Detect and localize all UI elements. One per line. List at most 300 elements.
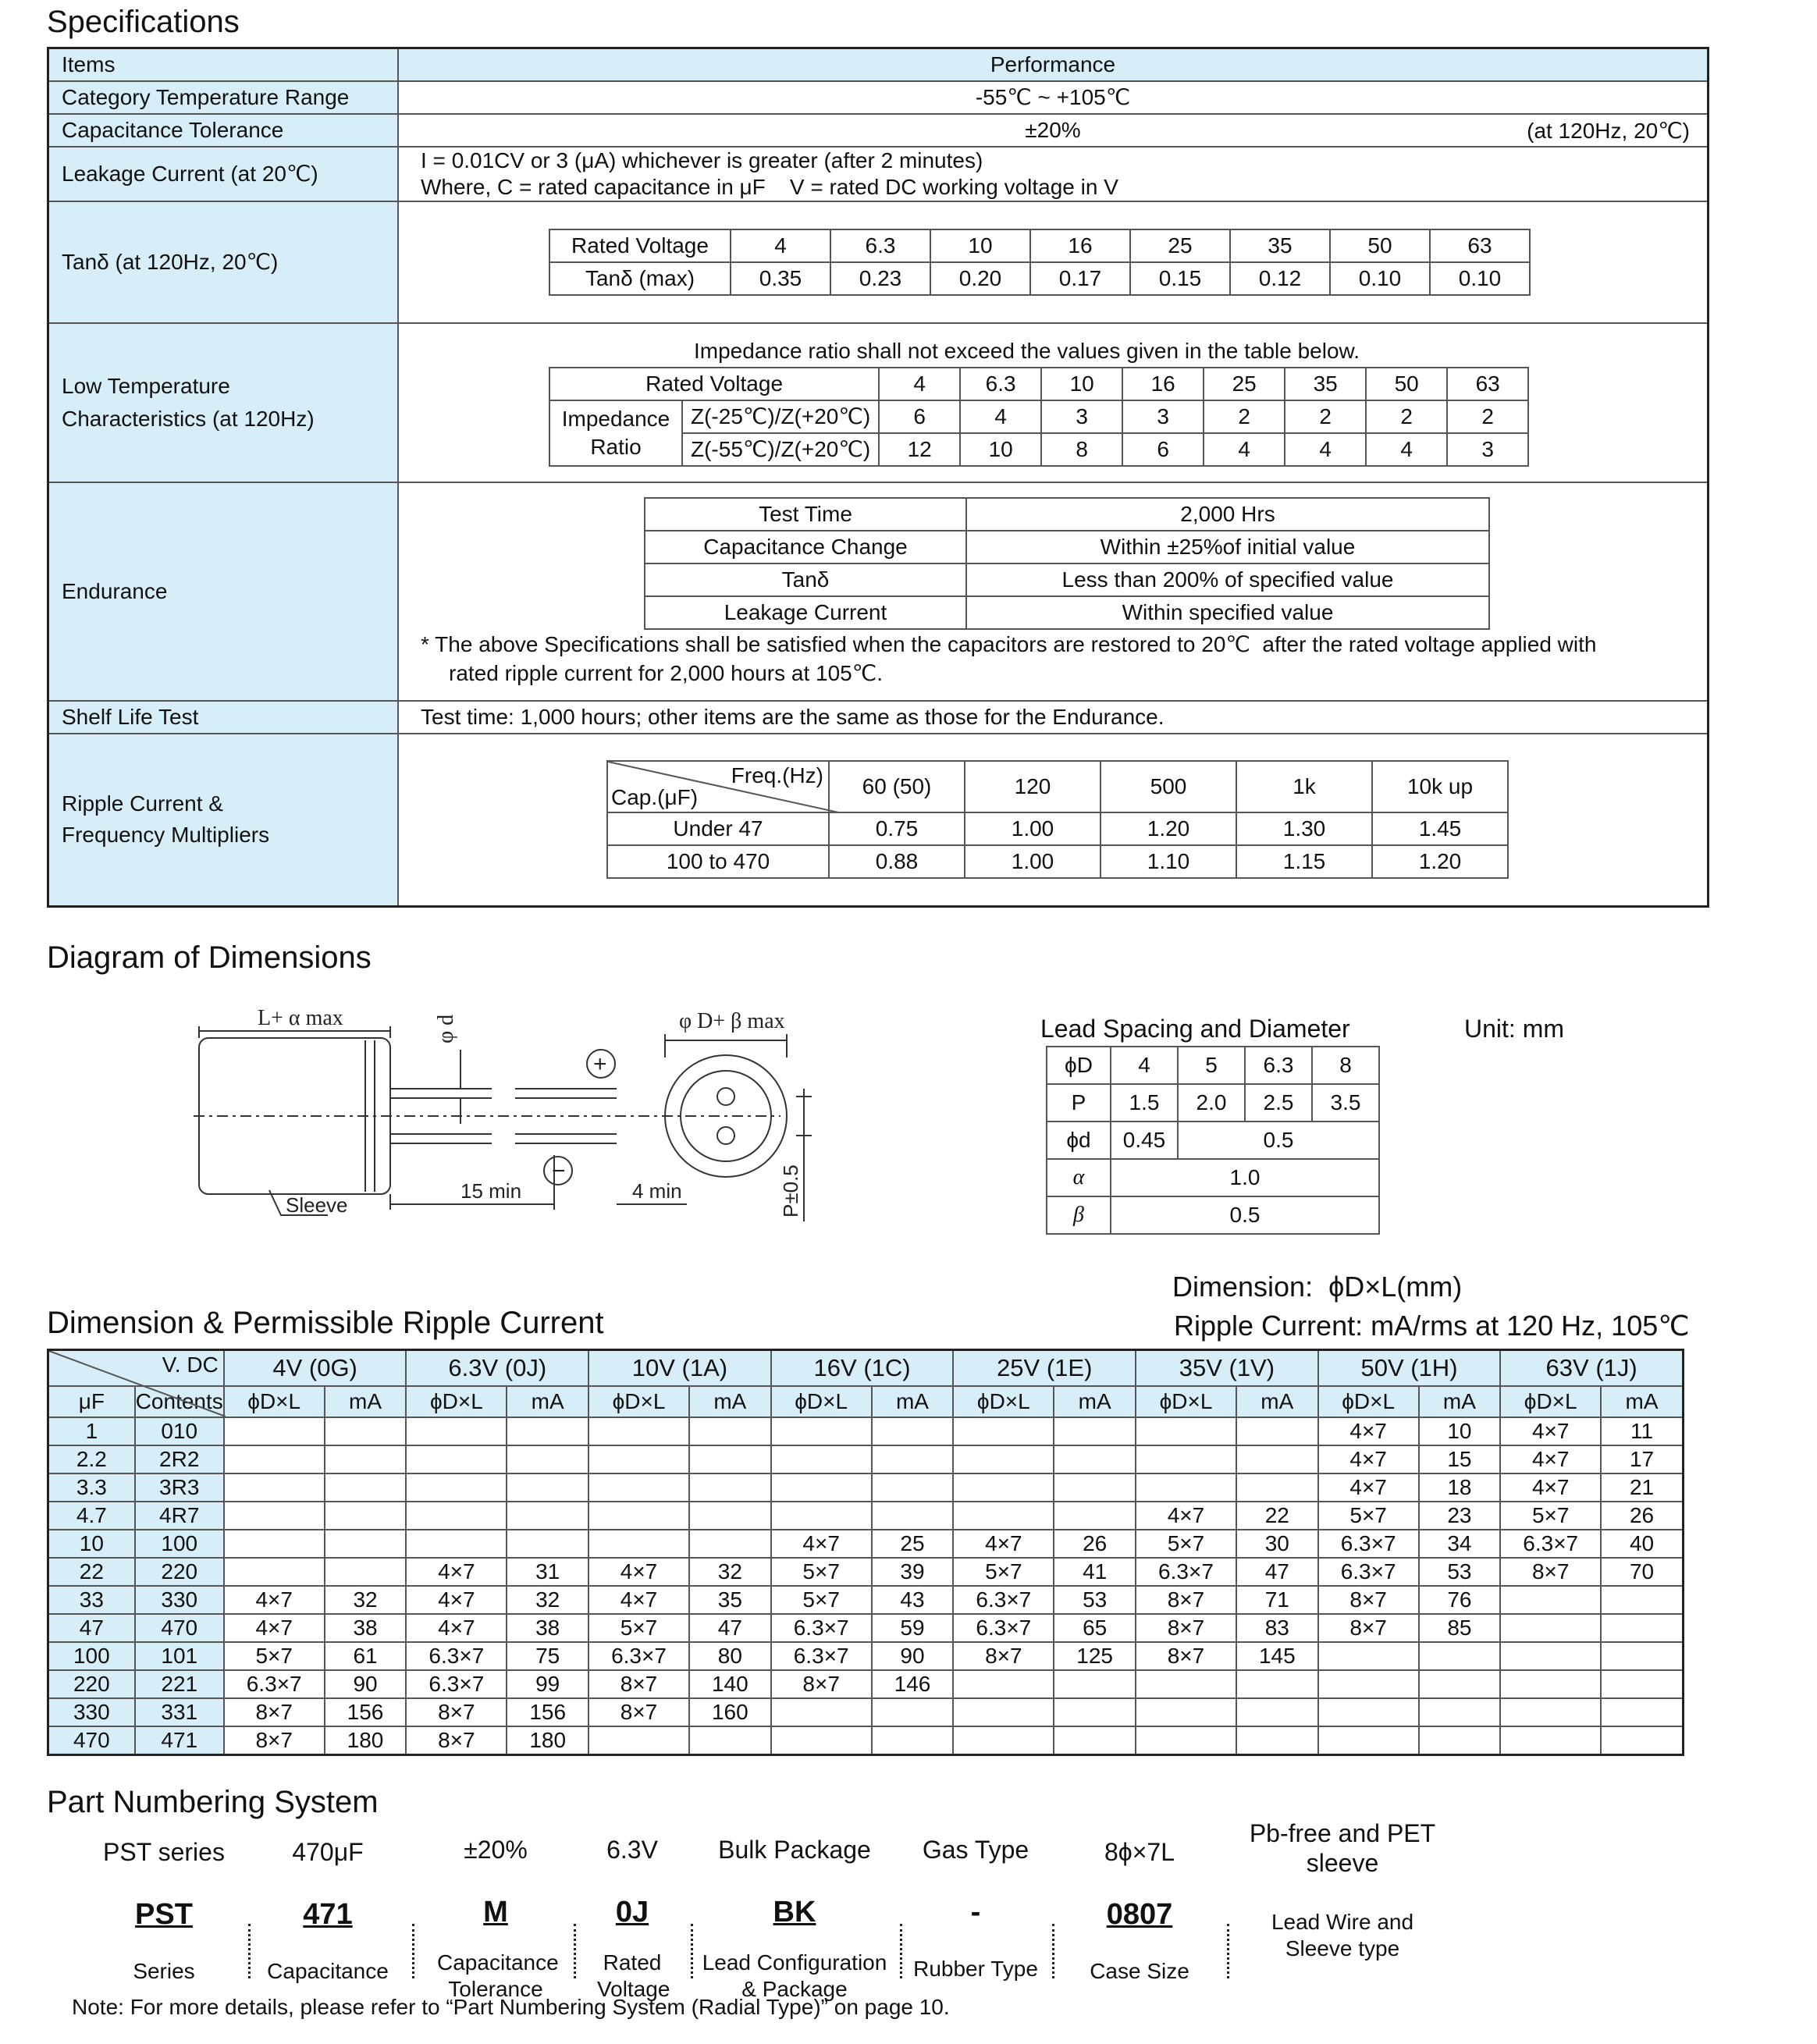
uf-cell: 100 bbox=[48, 1642, 135, 1670]
leakage-line1: I = 0.01CV or 3 (μA) whichever is greater (after 2 minutes) bbox=[421, 148, 983, 172]
dimension-cell: 8×7 bbox=[588, 1698, 689, 1726]
endurance-value: Within ±25%of initial value bbox=[966, 531, 1489, 563]
tan-voltage: 10 bbox=[930, 229, 1030, 262]
tan-voltage: 63 bbox=[1430, 229, 1530, 262]
dimension-cell: 6.3×7 bbox=[1500, 1530, 1601, 1558]
tan-voltage: 35 bbox=[1230, 229, 1330, 262]
ripple-mult: 1.45 bbox=[1372, 812, 1508, 845]
ripple-ma-cell: 140 bbox=[689, 1670, 771, 1698]
dl-header: ϕD×L bbox=[588, 1386, 689, 1417]
dimension-cell: 8×7 bbox=[1318, 1614, 1419, 1642]
dimension-cell: 4×7 bbox=[1318, 1473, 1419, 1502]
ripple-mult: 1.00 bbox=[965, 845, 1101, 878]
ripple-ma-cell: 40 bbox=[1601, 1530, 1683, 1558]
pn-series bbox=[86, 1838, 242, 1985]
tan-value: 0.10 bbox=[1330, 262, 1430, 295]
tan-voltage: 6.3 bbox=[830, 229, 930, 262]
dimension-cell bbox=[224, 1502, 325, 1530]
dimension-cell: 6.3×7 bbox=[953, 1586, 1054, 1614]
pn-case-code: 0807 bbox=[1106, 1898, 1173, 1931]
ripple-ma-cell: 90 bbox=[872, 1642, 954, 1670]
cap-tolerance-cell bbox=[398, 114, 1709, 147]
lead-d-value: 8 bbox=[1312, 1047, 1379, 1084]
ripple-ma-cell bbox=[689, 1530, 771, 1558]
uf-header: μF bbox=[48, 1386, 135, 1417]
ripple-mult: 1.00 bbox=[965, 812, 1101, 845]
z25-value: 2 bbox=[1204, 400, 1285, 433]
low-temp-cell bbox=[398, 323, 1709, 482]
ripple-ma-cell bbox=[689, 1726, 771, 1755]
dimension-cell bbox=[771, 1726, 872, 1755]
dimension-cell: 8×7 bbox=[1136, 1642, 1236, 1670]
lead-spacing-title: Lead Spacing and Diameter bbox=[1040, 1015, 1350, 1043]
ripple-ma-cell bbox=[1419, 1670, 1501, 1698]
tan-voltage: 50 bbox=[1330, 229, 1430, 262]
impedance-ratio-label2: Ratio bbox=[590, 434, 642, 459]
pn-separator bbox=[691, 1924, 693, 1978]
dimension-ripple-table bbox=[47, 1349, 1684, 1756]
d-beta-max-label: φ D+ β max bbox=[679, 1009, 785, 1033]
uf-cell: 1 bbox=[48, 1417, 135, 1445]
dimension-cell bbox=[1136, 1698, 1236, 1726]
dimension-cell: 5×7 bbox=[953, 1558, 1054, 1586]
dimension-cell: 4×7 bbox=[1500, 1417, 1601, 1445]
tan-value: 0.17 bbox=[1030, 262, 1130, 295]
dl-header: ϕD×L bbox=[1136, 1386, 1236, 1417]
leakage-label: Leakage Current (at 20℃) bbox=[48, 147, 399, 201]
ripple-ma-cell bbox=[1419, 1726, 1501, 1755]
ripple-mult: 1.30 bbox=[1236, 812, 1372, 845]
ripple-ma-cell bbox=[507, 1473, 588, 1502]
contents-code-cell: 100 bbox=[135, 1530, 224, 1558]
dimension-diagram bbox=[180, 1003, 866, 1237]
voltage-header: 4V (0G) bbox=[224, 1350, 407, 1387]
ripple-ma-cell bbox=[325, 1502, 407, 1530]
ripple-ma-cell: 65 bbox=[1054, 1614, 1136, 1642]
ripple-ma-cell bbox=[1236, 1473, 1318, 1502]
lt-voltage: 6.3 bbox=[960, 368, 1041, 400]
z25-label: Z(-25℃)/Z(+20℃) bbox=[682, 400, 879, 433]
dimension-cell: 5×7 bbox=[1136, 1530, 1236, 1558]
diagram-title: Diagram of Dimensions bbox=[47, 940, 372, 975]
pn-rub-top: Gas Type bbox=[922, 1836, 1029, 1864]
pn-lead-top: Pb-free and PET sleeve bbox=[1249, 1819, 1436, 1877]
ripple-ma-cell: 85 bbox=[1419, 1614, 1501, 1642]
dimension-cell: 4×7 bbox=[1318, 1445, 1419, 1473]
ripple-table-title: Dimension & Permissible Ripple Current bbox=[47, 1306, 604, 1340]
ripple-ma-cell bbox=[507, 1417, 588, 1445]
uf-cell: 3.3 bbox=[48, 1473, 135, 1502]
ripple-ma-cell: 156 bbox=[507, 1698, 588, 1726]
ripple-ma-cell bbox=[325, 1558, 407, 1586]
ripple-ma-cell: 47 bbox=[1236, 1558, 1318, 1586]
dimension-cell: 8×7 bbox=[1500, 1558, 1601, 1586]
ripple-ma-cell: 80 bbox=[689, 1642, 771, 1670]
vdc-corner bbox=[48, 1350, 224, 1387]
dimension-cell: 6.3×7 bbox=[1318, 1530, 1419, 1558]
dimension-cell: 5×7 bbox=[588, 1614, 689, 1642]
ripple-cell bbox=[398, 734, 1709, 907]
lt-voltage: 63 bbox=[1447, 368, 1528, 400]
pn-separator bbox=[1052, 1924, 1054, 1978]
ripple-label1: Ripple Current & bbox=[62, 791, 223, 816]
cap-tolerance-label: Capacitance Tolerance bbox=[48, 114, 399, 147]
dimension-cell bbox=[406, 1473, 507, 1502]
dimension-cell: 6.3×7 bbox=[406, 1642, 507, 1670]
voltage-header: 10V (1A) bbox=[588, 1350, 771, 1387]
ma-header: mA bbox=[507, 1386, 588, 1417]
lead-d-value: 6.3 bbox=[1245, 1047, 1312, 1084]
dimension-cell: 8×7 bbox=[406, 1726, 507, 1755]
lt-voltage: 50 bbox=[1366, 368, 1447, 400]
dimension-cell: 8×7 bbox=[224, 1726, 325, 1755]
dimension-cell: 6.3×7 bbox=[953, 1614, 1054, 1642]
table-row bbox=[48, 1642, 1684, 1670]
ripple-ma-cell bbox=[1236, 1670, 1318, 1698]
tan-voltage: 16 bbox=[1030, 229, 1130, 262]
contents-code-cell: 3R3 bbox=[135, 1473, 224, 1502]
dimension-cell: 4×7 bbox=[588, 1586, 689, 1614]
lead-beta-value: 0.5 bbox=[1111, 1196, 1379, 1234]
lead-p-value: 2.5 bbox=[1245, 1084, 1312, 1122]
dimension-cell bbox=[1318, 1726, 1419, 1755]
lt-voltage: 25 bbox=[1204, 368, 1285, 400]
ma-header: mA bbox=[1236, 1386, 1318, 1417]
ripple-ma-cell: 180 bbox=[325, 1726, 407, 1755]
ripple-ma-cell bbox=[1601, 1614, 1683, 1642]
minus-label: − bbox=[552, 1158, 566, 1184]
pn-rub-bottom: Rubber Type bbox=[913, 1957, 1038, 1981]
freq-value: 10k up bbox=[1372, 761, 1508, 812]
dimension-cell bbox=[953, 1417, 1054, 1445]
ma-header: mA bbox=[1054, 1386, 1136, 1417]
ma-header: mA bbox=[1601, 1386, 1683, 1417]
dimension-cell: 4×7 bbox=[1500, 1473, 1601, 1502]
dimension-cell bbox=[1318, 1698, 1419, 1726]
dimension-cell: 4×7 bbox=[1136, 1502, 1236, 1530]
unit-label: Unit: mm bbox=[1464, 1015, 1564, 1043]
ripple-ma-cell bbox=[1236, 1698, 1318, 1726]
dimension-cell: 6.3×7 bbox=[406, 1670, 507, 1698]
dimension-cell: 4×7 bbox=[588, 1558, 689, 1586]
dimension-cell bbox=[224, 1445, 325, 1473]
dimension-cell bbox=[953, 1502, 1054, 1530]
dimension-cell: 4×7 bbox=[224, 1586, 325, 1614]
ripple-ma-cell: 70 bbox=[1601, 1558, 1683, 1586]
lt-voltage: 10 bbox=[1041, 368, 1122, 400]
ripple-mult: 1.20 bbox=[1101, 812, 1236, 845]
lead-p-value: 1.5 bbox=[1111, 1084, 1178, 1122]
pn-pkg-code: BK bbox=[773, 1896, 816, 1928]
dimension-cell: 6.3×7 bbox=[588, 1642, 689, 1670]
ripple-ma-cell: 35 bbox=[689, 1586, 771, 1614]
dimension-cell: 8×7 bbox=[1318, 1586, 1419, 1614]
ripple-ma-cell: 39 bbox=[872, 1558, 954, 1586]
ripple-ma-cell: 22 bbox=[1236, 1502, 1318, 1530]
contents-code-cell: 221 bbox=[135, 1670, 224, 1698]
endurance-value: Less than 200% of specified value bbox=[966, 563, 1489, 596]
ripple-multiplier-table bbox=[606, 760, 1509, 879]
dimension-cell bbox=[771, 1445, 872, 1473]
ripple-mult: 0.88 bbox=[829, 845, 965, 878]
pn-separator bbox=[574, 1924, 576, 1978]
dl-header: ϕD×L bbox=[953, 1386, 1054, 1417]
ripple-ma-cell: 11 bbox=[1601, 1417, 1683, 1445]
pn-case-top: 8ϕ×7L bbox=[1104, 1838, 1175, 1866]
lead-spacing-table bbox=[1046, 1046, 1380, 1235]
ripple-ma-cell: 32 bbox=[507, 1586, 588, 1614]
ripple-note: Ripple Current: mA/rms at 120 Hz, 105℃ bbox=[1174, 1310, 1690, 1342]
ripple-ma-cell bbox=[507, 1530, 588, 1558]
dimension-cell: 6.3×7 bbox=[1136, 1558, 1236, 1586]
z55-value: 4 bbox=[1285, 433, 1366, 466]
ripple-ma-cell bbox=[1054, 1502, 1136, 1530]
low-temp-label1: Low Temperature bbox=[62, 373, 230, 398]
dimension-cell bbox=[224, 1530, 325, 1558]
contents-code-cell: 4R7 bbox=[135, 1502, 224, 1530]
contents-code-cell: 331 bbox=[135, 1698, 224, 1726]
dimension-cell bbox=[224, 1473, 325, 1502]
dimension-cell bbox=[588, 1502, 689, 1530]
endurance-note2: rated ripple current for 2,000 hours at 105℃. bbox=[449, 660, 883, 685]
ripple-ma-cell bbox=[872, 1417, 954, 1445]
pn-cap-bottom: Capacitance bbox=[267, 1959, 389, 1983]
ripple-ma-cell: 21 bbox=[1601, 1473, 1683, 1502]
tan-value: 0.15 bbox=[1130, 262, 1230, 295]
dimension-cell bbox=[1500, 1726, 1601, 1755]
ripple-ma-cell bbox=[1054, 1473, 1136, 1502]
dimension-cell bbox=[1136, 1726, 1236, 1755]
voltage-header: 50V (1H) bbox=[1318, 1350, 1501, 1387]
dimension-cell bbox=[588, 1530, 689, 1558]
ripple-ma-cell: 71 bbox=[1236, 1586, 1318, 1614]
dimension-cell bbox=[588, 1445, 689, 1473]
ripple-ma-cell: 53 bbox=[1419, 1558, 1501, 1586]
ripple-cap: 100 to 470 bbox=[607, 845, 829, 878]
ripple-ma-cell: 90 bbox=[325, 1670, 407, 1698]
four-min-label: 4 min bbox=[632, 1179, 682, 1203]
dimension-cell: 4×7 bbox=[1318, 1417, 1419, 1445]
uf-cell: 10 bbox=[48, 1530, 135, 1558]
temp-range-label: Category Temperature Range bbox=[48, 81, 399, 114]
ripple-ma-cell: 26 bbox=[1054, 1530, 1136, 1558]
ripple-ma-cell bbox=[872, 1698, 954, 1726]
ripple-ma-cell bbox=[1419, 1642, 1501, 1670]
endurance-key: Test Time bbox=[645, 498, 966, 531]
pn-volt-bottom: Rated Voltage bbox=[597, 1950, 670, 2001]
ripple-ma-cell: 53 bbox=[1054, 1586, 1136, 1614]
endurance-table bbox=[644, 497, 1490, 630]
ripple-ma-cell: 30 bbox=[1236, 1530, 1318, 1558]
ripple-mult: 1.10 bbox=[1101, 845, 1236, 878]
dimension-cell bbox=[953, 1726, 1054, 1755]
shelf-life-label: Shelf Life Test bbox=[48, 701, 399, 734]
ripple-ma-cell bbox=[689, 1417, 771, 1445]
dimension-cell: 8×7 bbox=[1136, 1586, 1236, 1614]
contents-code-cell: 330 bbox=[135, 1586, 224, 1614]
dimension-cell bbox=[1136, 1670, 1236, 1698]
ripple-ma-cell bbox=[507, 1502, 588, 1530]
ripple-ma-cell bbox=[1054, 1726, 1136, 1755]
ripple-ma-cell: 38 bbox=[325, 1614, 407, 1642]
dimension-ripple-body bbox=[48, 1417, 1684, 1755]
dimension-cell: 8×7 bbox=[1136, 1614, 1236, 1642]
low-temp-label2: Characteristics (at 120Hz) bbox=[62, 406, 315, 431]
z55-value: 6 bbox=[1122, 433, 1204, 466]
ripple-ma-cell bbox=[1419, 1698, 1501, 1726]
pn-pkg-bottom: Lead Configuration & Package bbox=[702, 1950, 887, 2001]
phi-d-label: φ d bbox=[434, 1014, 458, 1043]
lead-alpha-label: α bbox=[1047, 1159, 1111, 1196]
ripple-ma-cell: 34 bbox=[1419, 1530, 1501, 1558]
dimension-cell: 8×7 bbox=[224, 1698, 325, 1726]
performance-header: Performance bbox=[398, 48, 1709, 81]
freq-label: Freq.(Hz) bbox=[731, 763, 823, 788]
contents-code-cell: 010 bbox=[135, 1417, 224, 1445]
uf-cell: 220 bbox=[48, 1670, 135, 1698]
ma-header: mA bbox=[872, 1386, 954, 1417]
pn-tol-top: ±20% bbox=[464, 1836, 528, 1864]
ripple-ma-cell: 15 bbox=[1419, 1445, 1501, 1473]
lt-voltage: 35 bbox=[1285, 368, 1366, 400]
dimension-cell bbox=[1136, 1473, 1236, 1502]
dimension-cell bbox=[953, 1445, 1054, 1473]
tan-value: 0.35 bbox=[731, 262, 830, 295]
dimension-cell: 4×7 bbox=[406, 1558, 507, 1586]
lead-d-label: ϕD bbox=[1047, 1047, 1111, 1084]
ripple-ma-cell bbox=[872, 1473, 954, 1502]
dimension-cell bbox=[771, 1417, 872, 1445]
tan-head-label: Rated Voltage bbox=[549, 229, 731, 262]
contents-code-cell: 470 bbox=[135, 1614, 224, 1642]
endurance-key: Tanδ bbox=[645, 563, 966, 596]
endurance-value: Within specified value bbox=[966, 596, 1489, 629]
table-row bbox=[48, 1726, 1684, 1755]
ripple-ma-cell bbox=[1601, 1586, 1683, 1614]
low-temp-label-cell bbox=[48, 323, 399, 482]
pn-series-code: PST bbox=[135, 1898, 193, 1931]
pn-separator bbox=[1227, 1924, 1229, 1978]
z25-value: 2 bbox=[1447, 400, 1528, 433]
ripple-ma-cell: 41 bbox=[1054, 1558, 1136, 1586]
z25-value: 3 bbox=[1041, 400, 1122, 433]
tan-value: 0.12 bbox=[1230, 262, 1330, 295]
z55-value: 3 bbox=[1447, 433, 1528, 466]
dimension-cell: 6.3×7 bbox=[1318, 1558, 1419, 1586]
temp-range-value: -55℃ ~ +105℃ bbox=[398, 81, 1709, 114]
cap-label: Cap.(μF) bbox=[611, 785, 699, 810]
pn-cap-code: 471 bbox=[303, 1898, 353, 1931]
uf-cell: 22 bbox=[48, 1558, 135, 1586]
ripple-ma-cell: 99 bbox=[507, 1670, 588, 1698]
pn-rubber bbox=[905, 1836, 1046, 1982]
p-tolerance-label: P±0.5 bbox=[779, 1164, 802, 1218]
pn-package bbox=[693, 1836, 896, 2003]
ripple-ma-cell bbox=[1054, 1670, 1136, 1698]
dimension-cell bbox=[588, 1726, 689, 1755]
ripple-ma-cell: 160 bbox=[689, 1698, 771, 1726]
table-row bbox=[48, 1473, 1684, 1502]
dimension-cell bbox=[1136, 1417, 1236, 1445]
ripple-ma-cell: 156 bbox=[325, 1698, 407, 1726]
ma-header: mA bbox=[325, 1386, 407, 1417]
z25-value: 3 bbox=[1122, 400, 1204, 433]
ripple-label-cell bbox=[48, 734, 399, 907]
lead-p-value: 3.5 bbox=[1312, 1084, 1379, 1122]
dimension-cell bbox=[588, 1473, 689, 1502]
dimension-cell bbox=[1500, 1642, 1601, 1670]
ripple-ma-cell bbox=[872, 1502, 954, 1530]
z55-value: 4 bbox=[1366, 433, 1447, 466]
dimension-cell bbox=[1500, 1698, 1601, 1726]
tan-row-label: Tanδ (max) bbox=[549, 262, 731, 295]
ripple-ma-cell: 23 bbox=[1419, 1502, 1501, 1530]
ripple-ma-cell: 146 bbox=[872, 1670, 954, 1698]
cap-tolerance-value: ±20% bbox=[1025, 117, 1081, 142]
voltage-header: 6.3V (0J) bbox=[406, 1350, 588, 1387]
pn-lead-bottom: Lead Wire and Sleeve type bbox=[1271, 1910, 1414, 1960]
dl-header: ϕD×L bbox=[1318, 1386, 1419, 1417]
l-alpha-max-label: L+ α max bbox=[258, 1006, 343, 1030]
pn-rub-code: - bbox=[970, 1896, 981, 1928]
z25-value: 4 bbox=[960, 400, 1041, 433]
ripple-ma-cell bbox=[689, 1502, 771, 1530]
specifications-title: Specifications bbox=[47, 5, 240, 39]
ripple-ma-cell: 47 bbox=[689, 1614, 771, 1642]
tan-cell bbox=[398, 201, 1709, 323]
lt-voltage: 4 bbox=[879, 368, 960, 400]
dimension-cell: 6.3×7 bbox=[771, 1614, 872, 1642]
low-temp-table bbox=[549, 367, 1529, 467]
ripple-ma-cell: 145 bbox=[1236, 1642, 1318, 1670]
dimension-cell: 5×7 bbox=[1318, 1502, 1419, 1530]
ripple-mult: 0.75 bbox=[829, 812, 965, 845]
ripple-ma-cell bbox=[1601, 1670, 1683, 1698]
ripple-ma-cell bbox=[1054, 1698, 1136, 1726]
freq-cap-header bbox=[607, 761, 829, 812]
contents-code-cell: 101 bbox=[135, 1642, 224, 1670]
lt-voltage: 16 bbox=[1122, 368, 1204, 400]
pn-voltage bbox=[578, 1836, 687, 2003]
ripple-ma-cell bbox=[1236, 1726, 1318, 1755]
uf-cell: 470 bbox=[48, 1726, 135, 1755]
dl-header: ϕD×L bbox=[224, 1386, 325, 1417]
freq-value: 500 bbox=[1101, 761, 1236, 812]
leakage-line2: Where, C = rated capacitance in μF V = rated DC working voltage in V bbox=[421, 174, 1118, 199]
dimension-cell: 4×7 bbox=[224, 1614, 325, 1642]
ripple-ma-cell: 18 bbox=[1419, 1473, 1501, 1502]
leakage-cell bbox=[398, 147, 1709, 201]
ripple-ma-cell bbox=[1601, 1726, 1683, 1755]
contents-header: Contents bbox=[135, 1386, 224, 1417]
contents-code-cell: 2R2 bbox=[135, 1445, 224, 1473]
pn-volt-code: 0J bbox=[615, 1896, 649, 1928]
ripple-ma-cell: 26 bbox=[1601, 1502, 1683, 1530]
table-row bbox=[48, 1670, 1684, 1698]
dimension-cell bbox=[953, 1473, 1054, 1502]
ripple-ma-cell bbox=[872, 1445, 954, 1473]
ripple-ma-cell: 43 bbox=[872, 1586, 954, 1614]
impedance-ratio-label bbox=[549, 400, 682, 466]
dimension-cell bbox=[406, 1502, 507, 1530]
dimension-cell bbox=[771, 1502, 872, 1530]
freq-value: 120 bbox=[965, 761, 1101, 812]
pn-separator bbox=[900, 1924, 902, 1978]
lead-beta-label: β bbox=[1047, 1196, 1111, 1234]
tan-value: 0.20 bbox=[930, 262, 1030, 295]
lead-phid-rest: 0.5 bbox=[1178, 1122, 1379, 1159]
ripple-ma-cell: 38 bbox=[507, 1614, 588, 1642]
